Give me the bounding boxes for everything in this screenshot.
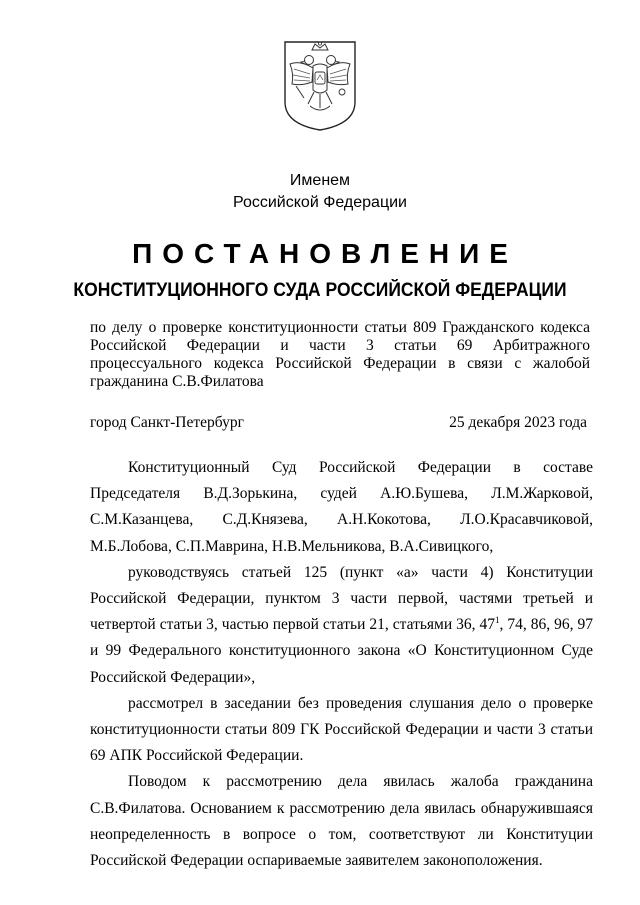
paragraph-grounds: Поводом к рассмотрению дела явилась жалоба гражданина С.В.Филатова. Основанием к рассмотрению дела явилась обнаружившаяся неопределенность в вопросе о том, соответствуют ли Конституции Российской Федерации оспариваемые заявителем законоположения. xyxy=(90,773,593,870)
header-line-2: Российской Федерации xyxy=(233,194,407,211)
court-name-title: КОНСТИТУЦИОННОГО СУДА РОССИЙСКОЙ ФЕДЕРАЦИИ xyxy=(73,280,567,301)
article-superscript: 1 xyxy=(495,615,500,626)
header-line-1: Именем xyxy=(289,172,351,189)
russian-coat-of-arms-icon xyxy=(282,40,358,132)
city: город Санкт-Петербург xyxy=(90,414,244,431)
date: 25 декабря 2023 года xyxy=(449,414,587,431)
legal-basis-text: руководствуясь статьей 125 (пункт «а» части 4) Конституции Российской Федерации, пунктом 3 части первой, частями третьей и четвертой статьи 3, частью первой статьи 21, статьями 36, 47 xyxy=(90,563,593,634)
paragraph-legal-basis xyxy=(90,560,593,691)
document-type-title: ПОСТАНОВЛЕНИЕ xyxy=(132,238,518,269)
paragraph-composition: Конституционный Суд Российской Федерации в составе Председателя В.Д.Зорькина, судей А.Ю.Бушева, Л.М.Жарковой, С.М.Казанцева, С.Д.Князева, А.Н.Кокотова, Л.О.Красавчиковой, М.Б.Лобова, С.П.Маврина, Н.В.Мельникова, В.А.Сивицкого, xyxy=(90,459,593,555)
paragraph-considered: рассмотрел в заседании без проведения слушания дело о проверке конституционности статьи 809 ГК Российской Федерации и части 3 статьи 69 АПК Российской Федерации. xyxy=(90,694,593,765)
coat-of-arms-emblem xyxy=(282,40,358,132)
legal-basis-text-continued: , 74, 86, 96, 97 и 99 Федерального конституционного закона «О Конституционном Суде Российской Федерации», xyxy=(90,616,593,686)
case-subject: по делу о проверке конституционности статьи 809 Гражданского кодекса Российской Федерации и части 3 статьи 69 Арбитражного процессуального кодекса Российской Федерации в связи с жалобой гражданина С.В.Филатова xyxy=(90,319,590,390)
document-body xyxy=(90,455,593,874)
